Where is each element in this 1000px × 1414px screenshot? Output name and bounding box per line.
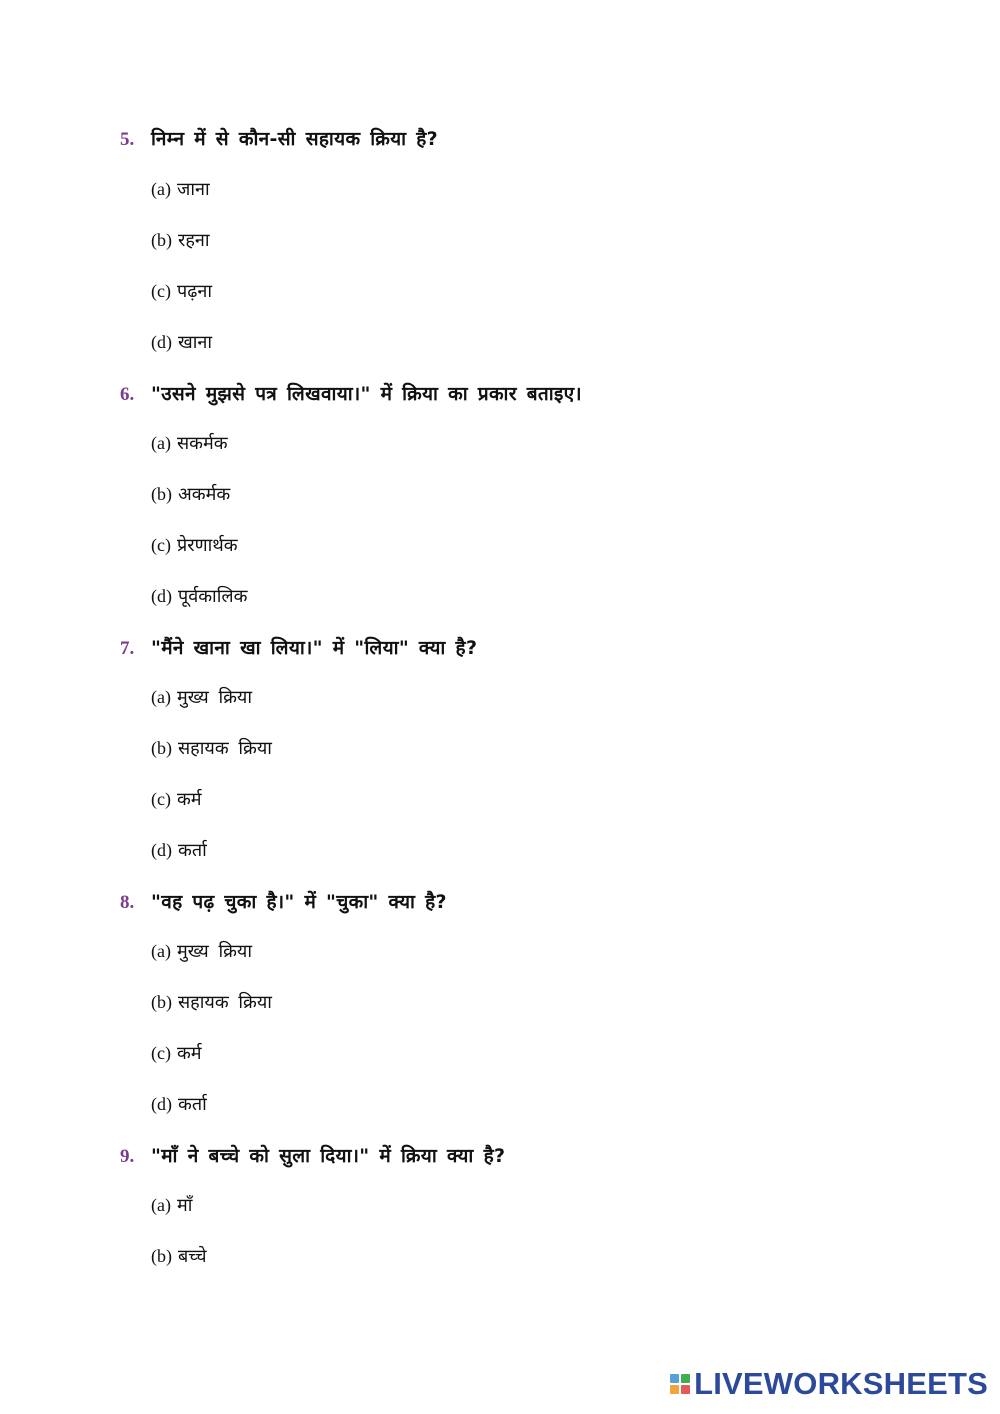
option-5c[interactable] <box>151 279 212 303</box>
option-8c[interactable] <box>151 1041 202 1065</box>
option-text: खाना <box>178 332 213 353</box>
question-5 <box>120 125 438 151</box>
option-9b[interactable] <box>151 1244 207 1268</box>
option-5b[interactable] <box>151 228 210 252</box>
option-text: मुख्य क्रिया <box>176 687 253 708</box>
question-number: 9. <box>120 1146 135 1167</box>
option-label: (b) <box>151 484 172 504</box>
option-text: सकर्मक <box>176 433 228 454</box>
question-number: 7. <box>120 638 135 659</box>
option-text: सहायक क्रिया <box>178 992 272 1013</box>
question-6 <box>120 380 582 406</box>
liveworksheets-logo-icon <box>670 1374 690 1394</box>
option-label: (b) <box>151 1246 172 1266</box>
option-8d[interactable] <box>151 1092 207 1116</box>
option-text: कर्म <box>176 1043 202 1064</box>
option-text: जाना <box>176 179 210 200</box>
option-6b[interactable] <box>151 482 230 506</box>
question-7 <box>120 634 477 660</box>
option-label: (c) <box>151 789 171 809</box>
option-9a[interactable] <box>151 1193 192 1217</box>
option-label: (a) <box>151 179 171 199</box>
option-text: प्रेरणार्थक <box>176 535 238 556</box>
option-text: माँ <box>176 1195 193 1216</box>
option-8b[interactable] <box>151 990 272 1014</box>
option-6c[interactable] <box>151 533 238 557</box>
option-text: अकर्मक <box>178 484 231 505</box>
option-label: (c) <box>151 535 171 555</box>
option-7d[interactable] <box>151 838 207 862</box>
option-text: सहायक क्रिया <box>178 738 272 759</box>
option-label: (b) <box>151 992 172 1012</box>
logo-square-green <box>681 1374 690 1383</box>
option-text: मुख्य क्रिया <box>176 941 253 962</box>
question-text: "मैंने खाना खा लिया।" में "लिया" क्या है? <box>151 637 478 659</box>
logo-square-blue <box>670 1374 679 1383</box>
option-label: (a) <box>151 1195 171 1215</box>
option-label: (a) <box>151 687 171 707</box>
option-label: (b) <box>151 230 172 250</box>
option-8a[interactable] <box>151 939 252 963</box>
question-8 <box>120 888 447 914</box>
option-7a[interactable] <box>151 685 252 709</box>
option-label: (d) <box>151 1094 172 1114</box>
brand-name: LIVEWORKSHEETS <box>694 1366 988 1401</box>
logo-square-red <box>681 1385 690 1394</box>
liveworksheets-brand[interactable] <box>670 1366 988 1402</box>
option-7b[interactable] <box>151 736 272 760</box>
option-label: (d) <box>151 840 172 860</box>
question-text: "वह पढ़ चुका है।" में "चुका" क्या है? <box>151 891 447 913</box>
option-label: (b) <box>151 738 172 758</box>
option-label: (d) <box>151 586 172 606</box>
option-text: कर्ता <box>178 840 207 861</box>
option-7c[interactable] <box>151 787 202 811</box>
option-text: पूर्वकालिक <box>178 586 248 607</box>
option-text: कर्म <box>176 789 202 810</box>
option-label: (c) <box>151 1043 171 1063</box>
option-text: कर्ता <box>178 1094 207 1115</box>
question-9 <box>120 1142 505 1168</box>
option-label: (d) <box>151 332 172 352</box>
option-6d[interactable] <box>151 584 247 608</box>
option-6a[interactable] <box>151 431 228 455</box>
option-text: पढ़ना <box>176 281 212 302</box>
logo-square-orange <box>670 1385 679 1394</box>
question-number: 6. <box>120 384 135 405</box>
option-5a[interactable] <box>151 177 210 201</box>
option-text: बच्चे <box>178 1246 207 1267</box>
question-text: निम्न में से कौन-सी सहायक क्रिया है? <box>151 128 438 150</box>
option-label: (a) <box>151 433 171 453</box>
option-text: रहना <box>178 230 210 251</box>
option-5d[interactable] <box>151 330 212 354</box>
option-label: (c) <box>151 281 171 301</box>
question-number: 8. <box>120 892 135 913</box>
question-number: 5. <box>120 129 135 150</box>
option-label: (a) <box>151 941 171 961</box>
question-text: "माँ ने बच्चे को सुला दिया।" में क्रिया क्या है? <box>151 1145 506 1167</box>
question-text: "उसने मुझसे पत्र लिखवाया।" में क्रिया का प्रकार बताइए। <box>151 383 582 405</box>
